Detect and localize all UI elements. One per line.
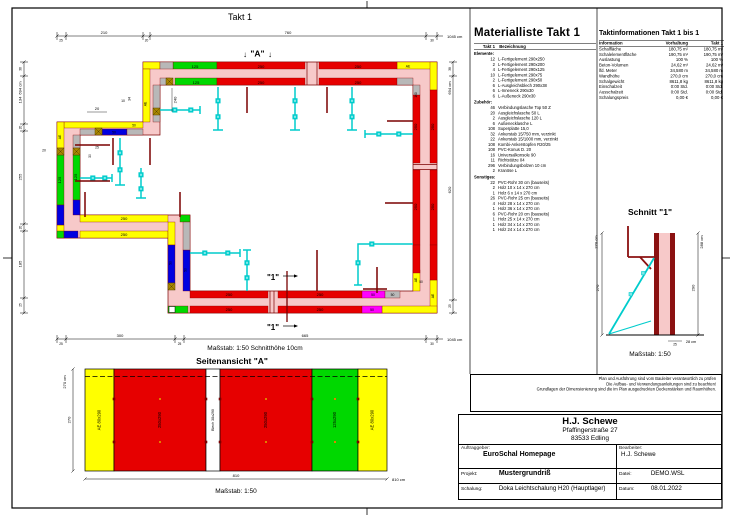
svg-text:38: 38 <box>18 67 23 71</box>
svg-text:250: 250 <box>225 307 233 312</box>
material-row: 2 Ausgleichslasche 120 L <box>492 115 542 121</box>
svg-text:50: 50 <box>390 293 395 297</box>
svg-text:210: 210 <box>100 30 108 35</box>
plan-scale-note: Maßstab: 1:50 Schnitthöhe 10cm <box>207 345 303 352</box>
svg-text:760: 760 <box>284 30 292 35</box>
svg-text:25: 25 <box>59 38 63 43</box>
svg-text:"1": "1" <box>266 273 280 282</box>
material-row: 6 L-Ausgleichsblech 290x38 <box>492 82 547 88</box>
col-takt1: Takt 1 <box>710 40 723 46</box>
material-row: 22 PVC-Rohr 30 cm (bauseits) <box>490 179 550 185</box>
svg-text:185: 185 <box>17 260 23 268</box>
section-scale: Maßstab: 1:50 <box>629 351 671 358</box>
svg-text:240: 240 <box>172 96 178 104</box>
material-row: 108 Superplatte 15,0 <box>488 126 529 131</box>
file-label: Datei: <box>619 472 632 477</box>
section-title: Schnitt "1" <box>628 207 672 217</box>
svg-text:AE: AE <box>143 101 148 107</box>
svg-text:250: 250 <box>316 292 324 297</box>
editor-label: Bearbeiter: <box>619 446 643 451</box>
svg-text:20: 20 <box>94 106 100 111</box>
company-city: 83533 Edling <box>571 434 609 442</box>
material-row: 2 Holz 10 x 14 x 270 cm <box>492 185 540 190</box>
material-list-title: Materialliste Takt 1 <box>474 27 581 39</box>
material-row: 6 Außenecklasche L <box>492 120 533 126</box>
takt-info-row: Wandhöhe 270,0 cm 270,0 cm <box>599 73 723 79</box>
corner-plate <box>169 307 175 313</box>
client-label: Auftraggeber: <box>461 446 491 451</box>
svg-text:694 cm: 694 cm <box>17 81 23 95</box>
svg-text:250: 250 <box>120 232 128 237</box>
material-row: 1 Holz 34 x 14 x 270 cm <box>492 221 540 227</box>
svg-text:250: 250 <box>429 203 435 211</box>
date-label: Datum: <box>619 487 635 492</box>
takt-info-row: lfd. Meter 34,580 m 34,580 m <box>599 67 723 73</box>
client-cell <box>459 445 617 468</box>
svg-text:25: 25 <box>448 304 452 308</box>
disclaimer-line: Plan und Ausführung sind vom Bauleiter verantwortlich zu prüfen <box>598 376 716 381</box>
svg-text:300: 300 <box>116 333 124 338</box>
svg-text:250: 250 <box>225 292 233 297</box>
svg-text:10: 10 <box>121 99 125 103</box>
project-cell <box>459 469 617 483</box>
col-takt: Takt 1 <box>482 44 495 49</box>
svg-text:"1": "1" <box>266 323 280 332</box>
svg-text:50: 50 <box>371 293 375 297</box>
svg-text:125: 125 <box>56 176 62 184</box>
side-view-title: Seitenansicht "A" <box>196 356 268 366</box>
svg-text:250: 250 <box>257 63 265 69</box>
material-row: 4 Holz 28 x 14 x 270 cm <box>492 200 540 206</box>
svg-text:"A": "A" <box>250 48 265 59</box>
svg-text:↓: ↓ <box>243 50 247 59</box>
svg-text:50: 50 <box>112 130 116 135</box>
svg-text:250: 250 <box>354 79 362 85</box>
material-row: 108 PVC-Konus D. 20 <box>488 147 532 152</box>
sonstiges-rows <box>474 180 596 233</box>
project-value: Mustergrundriß <box>498 470 551 477</box>
svg-text:810: 810 <box>232 473 240 478</box>
svg-text:125: 125 <box>72 173 78 181</box>
material-row: 1 Holz 36 x 14 x 270 cm <box>492 206 540 211</box>
svg-text:50: 50 <box>370 308 374 312</box>
svg-text:30: 30 <box>430 342 434 346</box>
svg-text:AE 80x290: AE 80x290 <box>96 409 102 431</box>
svg-text:250x290: 250x290 <box>157 411 162 429</box>
side-view-scale: Maßstab: 1:50 <box>215 488 257 495</box>
takt-info-rows <box>599 46 724 100</box>
col-bezeichnung: Bezeichnung <box>499 44 526 49</box>
svg-text:25: 25 <box>95 145 99 150</box>
col-vorhaltung: Vorhaltung <box>665 40 688 46</box>
svg-text:30: 30 <box>88 154 92 158</box>
material-row: 296 Verbindungsbolzen 10 cm <box>488 162 547 168</box>
takt-info-row: Schalfläche 180,75 m² 180,75 m² <box>599 46 723 52</box>
svg-text:125: 125 <box>192 79 200 85</box>
material-row: 6 L-Außeneck 290x30 <box>492 93 536 99</box>
material-row: 32 Ankerstab 15/750 mm, verzinkt <box>490 131 556 137</box>
svg-text:250: 250 <box>120 216 128 221</box>
section-elemente: Elemente: <box>474 51 495 56</box>
svg-text:25: 25 <box>177 342 182 346</box>
material-row: 26 PVC-Rohr 25 cm (bauseits) <box>490 195 550 201</box>
file-value: DEMO.WSL <box>650 470 685 477</box>
svg-text:250: 250 <box>316 307 324 312</box>
svg-text:50: 50 <box>132 123 136 128</box>
formwork-cell <box>459 484 617 499</box>
svg-text:50: 50 <box>419 280 423 284</box>
project-label: Projekt: <box>461 472 478 477</box>
svg-text:290: 290 <box>690 284 696 292</box>
material-row: 12 L-Fertigelement 290x250 <box>490 56 545 62</box>
svg-text:38: 38 <box>448 67 452 71</box>
material-row: 2 L-Fertigelement 290x50 <box>492 77 543 83</box>
svg-text:AE: AE <box>405 64 411 69</box>
title-block-company <box>459 415 721 445</box>
takt-info-row: Schalgewicht 8611,8 kg 8611,8 kg <box>599 78 723 84</box>
svg-text:Blech 38x290: Blech 38x290 <box>211 409 215 431</box>
svg-text:665: 665 <box>301 333 309 338</box>
svg-text:134: 134 <box>17 96 23 104</box>
editor-value: H.J. Schewe <box>621 451 656 458</box>
client-value: EuroSchal Homepage <box>483 451 556 458</box>
svg-text:34: 34 <box>127 97 132 101</box>
svg-text:25: 25 <box>18 303 23 307</box>
takt-info-row: Beton-Volumen 24,62 m³ 24,62 m³ <box>599 62 723 68</box>
svg-text:28 cm: 28 cm <box>685 340 697 344</box>
material-row: 46 Verbindungslasche Top 50 Z <box>490 105 551 110</box>
section-sonstiges: Sonstiges: <box>474 174 496 180</box>
svg-text:50: 50 <box>183 268 188 272</box>
svg-text:810 cm: 810 cm <box>392 477 406 482</box>
svg-text:620: 620 <box>447 186 452 194</box>
takt-info-row: Schalelementfläche 190,75 m² 190,75 m² <box>599 51 723 57</box>
formwork-label: Schalung: <box>461 487 483 492</box>
material-row: 22 Ankerstab 15/1000 mm, verzinkt <box>490 136 559 142</box>
svg-text:270: 270 <box>595 284 600 292</box>
svg-text:20: 20 <box>42 148 46 153</box>
takt-info-row: Ausschalzeit 0:00 Std. 0:00 Std. <box>599 89 723 95</box>
svg-text:125: 125 <box>191 63 199 69</box>
svg-text:250: 250 <box>257 79 265 85</box>
svg-text:20: 20 <box>144 38 149 43</box>
elemente-rows <box>474 57 596 99</box>
material-row: 108 Kombi-Ankerstopfen R20/25 <box>488 141 551 147</box>
svg-text:160: 160 <box>413 92 418 98</box>
date-value: 08.01.2022 <box>650 485 682 492</box>
material-row: 6 L-Inneneck 290x30 <box>492 88 534 93</box>
svg-text:20: 20 <box>18 125 23 130</box>
svg-text:270: 270 <box>66 416 72 424</box>
material-list-header <box>474 43 596 50</box>
material-row: 11 Richtstütze 04 <box>490 157 525 163</box>
file-cell <box>617 469 721 483</box>
svg-text:250: 250 <box>429 123 435 131</box>
svg-text:20: 20 <box>18 225 23 230</box>
svg-text:288 cm: 288 cm <box>699 235 704 249</box>
material-row: 4 L-Fertigelement 290x125 <box>492 67 545 72</box>
plan-title: Takt 1 <box>227 12 253 22</box>
disclaimer-line: Grundlagen der Dimensionierung sind die im Plan ausgedruckten Deckenstärken und Raumhöhen. <box>536 387 716 392</box>
svg-text:50: 50 <box>168 261 173 265</box>
formwork-value: Doka Leichtschalung H20 (Hauptlager) <box>498 485 606 492</box>
svg-text:1045 cm: 1045 cm <box>447 337 463 342</box>
zubehoer-rows <box>474 105 596 173</box>
section-zubehoer: Zubehör: <box>474 99 493 105</box>
takt-info-row: Einschalzeit 0:00 Std. 0:00 Std. <box>599 84 723 90</box>
svg-text:25: 25 <box>673 342 677 347</box>
col-information: Information <box>599 40 623 46</box>
svg-text:250: 250 <box>412 123 418 131</box>
svg-text:AE: AE <box>413 277 418 283</box>
date-cell <box>617 484 721 499</box>
svg-text:AE: AE <box>57 134 62 140</box>
svg-text:↓: ↓ <box>268 50 272 59</box>
svg-text:250: 250 <box>354 63 362 69</box>
svg-text:1045 cm: 1045 cm <box>447 34 463 39</box>
material-row: 10 L-Fertigelement 290x75 <box>490 72 543 78</box>
svg-text:30: 30 <box>430 38 434 43</box>
svg-text:270 cm: 270 cm <box>593 235 599 249</box>
editor-cell <box>617 445 721 468</box>
svg-text:AE 80x290: AE 80x290 <box>369 409 375 431</box>
takt-info-row: Auslastung 100 % 100 % <box>599 57 723 63</box>
material-list-panel <box>474 27 598 422</box>
takt-info-row: Schalungspreis 0,00 € 0,00 € <box>599 94 723 100</box>
svg-text:125x290: 125x290 <box>332 411 337 429</box>
disclaimer-box <box>470 374 722 412</box>
takt-info-title: Taktinformationen Takt 1 bis 1 <box>599 30 700 37</box>
material-row: 1 Holz 6 x 14 x 270 cm <box>492 190 538 196</box>
svg-text:25: 25 <box>59 342 63 346</box>
svg-text:694 cm: 694 cm <box>447 81 452 95</box>
svg-text:250: 250 <box>412 203 418 211</box>
takt-info-panel <box>599 30 725 161</box>
svg-text:255: 255 <box>17 173 23 181</box>
material-row: 6 PVC-Rohr 20 cm (bauseits) <box>492 211 550 217</box>
title-block <box>458 414 722 500</box>
svg-text:270 cm: 270 cm <box>62 375 67 389</box>
company-street: Pfaffingerstraße 27 <box>562 427 618 434</box>
material-row: 2 L-Fertigelement 290x200 <box>492 61 545 67</box>
svg-text:250x290: 250x290 <box>263 411 268 429</box>
material-row: 20 Ausgleichslasche 50 L <box>490 110 540 116</box>
disclaimer-line: Die Aufbau- und Verwendungsanleitungen sind zu beachten! <box>606 381 716 387</box>
material-row: 1 Holz 25 x 14 x 270 cm <box>492 216 540 222</box>
company-name: H.J. Schewe <box>562 416 618 427</box>
material-row: 16 Universalkonsole 90 <box>490 152 536 158</box>
material-row: 2 Kranöse L <box>492 168 518 173</box>
material-row: 1 Holz 24 x 14 x 270 cm <box>492 227 540 232</box>
svg-text:AE: AE <box>430 293 435 299</box>
